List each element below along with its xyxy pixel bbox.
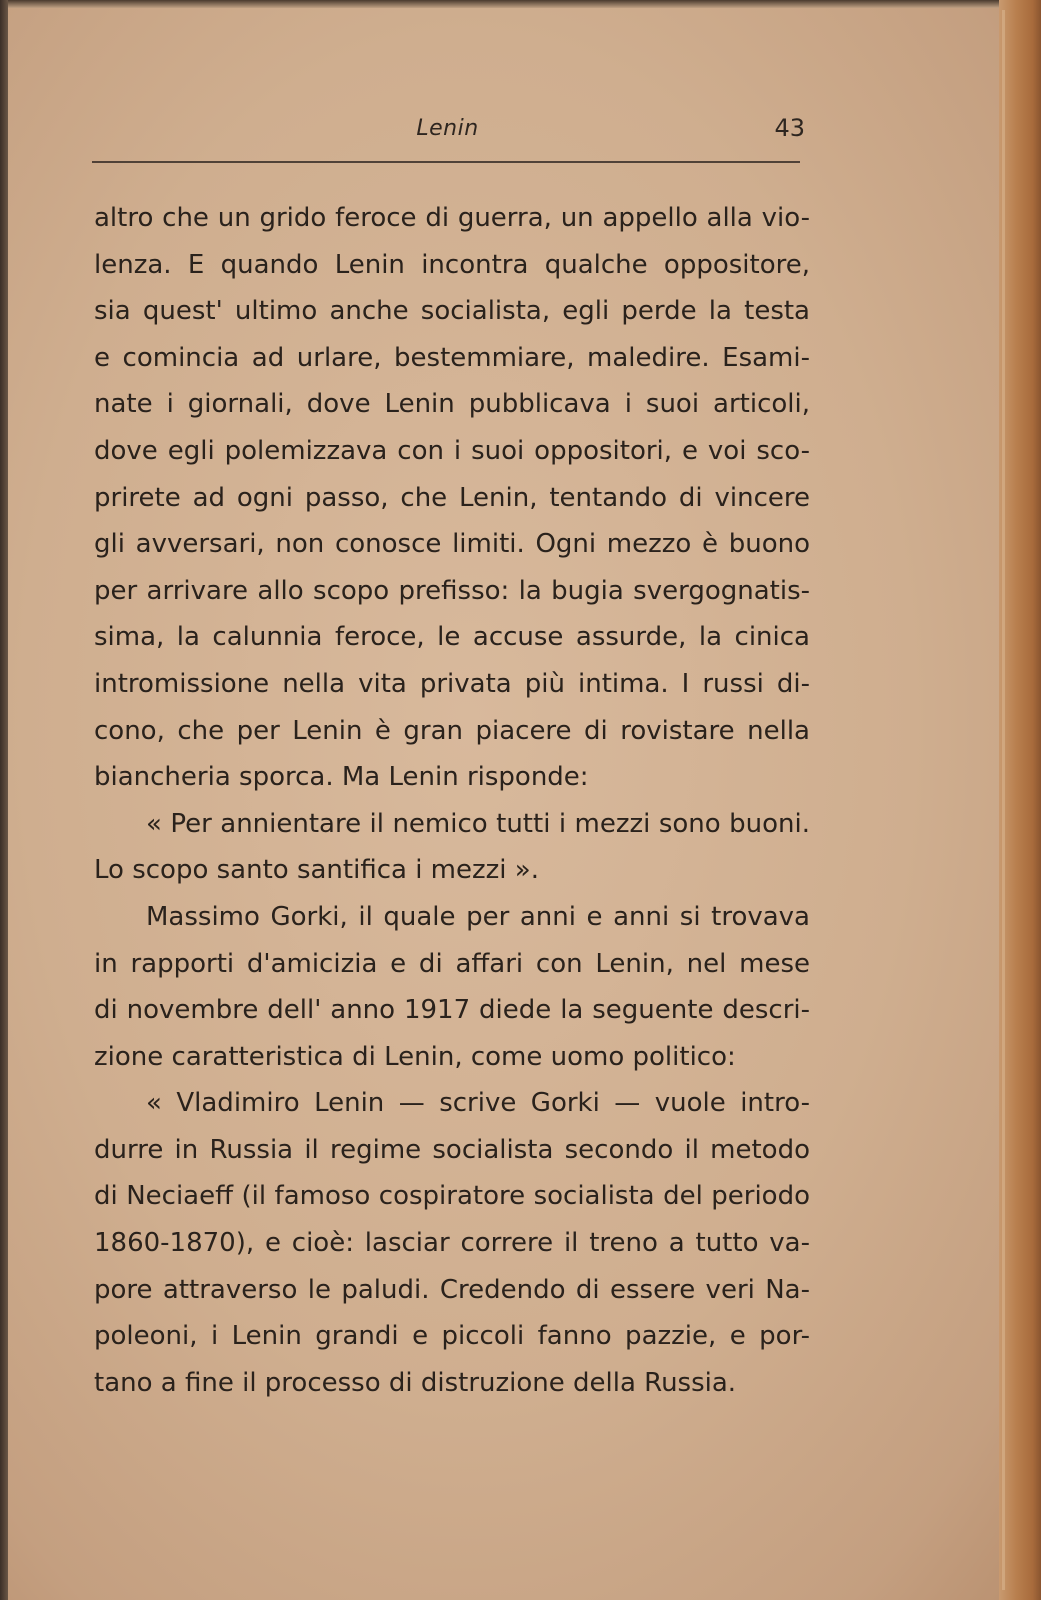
text-line: biancheria sporca. Ma Lenin risponde: xyxy=(94,762,589,793)
page-left-edge xyxy=(0,0,8,1600)
page-top-edge xyxy=(0,0,1041,8)
text-line: durre in Russia il regime socialista secondo il metodo xyxy=(94,1134,810,1165)
text-line: « Vladimiro Lenin — scrive Gorki — vuole intro- xyxy=(146,1088,810,1119)
text-line: tano a fine il processo di distruzione della Russia. xyxy=(94,1367,737,1398)
text-line: 1860-1870), e cioè: lasciar correre il treno a tutto va- xyxy=(94,1228,810,1259)
running-title: Lenin xyxy=(416,116,479,141)
text-line: « Per annientare il nemico tutti i mezzi sono buoni. xyxy=(146,808,810,839)
text-line: Lo scopo santo santifica i mezzi ». xyxy=(94,855,539,886)
text-line: in rapporti d'amicizia e di affari con Lenin, nel mese xyxy=(94,948,810,979)
text-line: e comincia ad urlare, bestemmiare, maledire. Esami- xyxy=(94,342,810,373)
text-line: dove egli polemizzava con i suoi oppositori, e voi sco- xyxy=(94,435,810,466)
text-line: altro che un grido feroce di guerra, un appello alla vio- xyxy=(94,203,810,233)
text-line: zione caratteristica di Lenin, come uomo politico: xyxy=(94,1041,736,1072)
text-line: nate i giornali, dove Lenin pubblicava i suoi articoli, xyxy=(94,389,810,420)
running-head xyxy=(90,112,805,148)
text-line: sia quest' ultimo anche socialista, egli perde la testa xyxy=(94,296,810,327)
body-text xyxy=(94,195,810,1406)
text-line: Massimo Gorki, il quale per anni e anni si trovava xyxy=(146,901,810,932)
text-line: poleoni, i Lenin grandi e piccoli fanno pazzie, e por- xyxy=(94,1321,810,1352)
text-line: sima, la calunnia feroce, le accuse assurde, la cinica xyxy=(94,622,810,653)
text-line: pore attraverso le paludi. Credendo di essere veri Na- xyxy=(94,1274,810,1305)
text-line: di Neciaeff (il famoso cospiratore socialista del periodo xyxy=(94,1181,810,1212)
page-edge-highlight xyxy=(1002,10,1005,1590)
text-line: gli avversari, non conosce limiti. Ogni mezzo è buono xyxy=(94,529,810,560)
text-line: intromissione nella vita privata più intima. I russi di- xyxy=(94,668,810,699)
text-line: cono, che per Lenin è gran piacere di rovistare nella xyxy=(94,715,810,746)
page-number: 43 xyxy=(774,114,805,142)
text-line: prirete ad ogni passo, che Lenin, tentando di vincere xyxy=(94,482,810,513)
page-right-edge xyxy=(999,0,1041,1600)
text-line: lenza. E quando Lenin incontra qualche oppositore, xyxy=(94,249,810,280)
text-line: per arrivare allo scopo prefisso: la bugia svergognatis- xyxy=(94,575,810,606)
text-line: di novembre dell' anno 1917 diede la seguente descri- xyxy=(94,995,810,1026)
header-rule xyxy=(92,161,800,163)
